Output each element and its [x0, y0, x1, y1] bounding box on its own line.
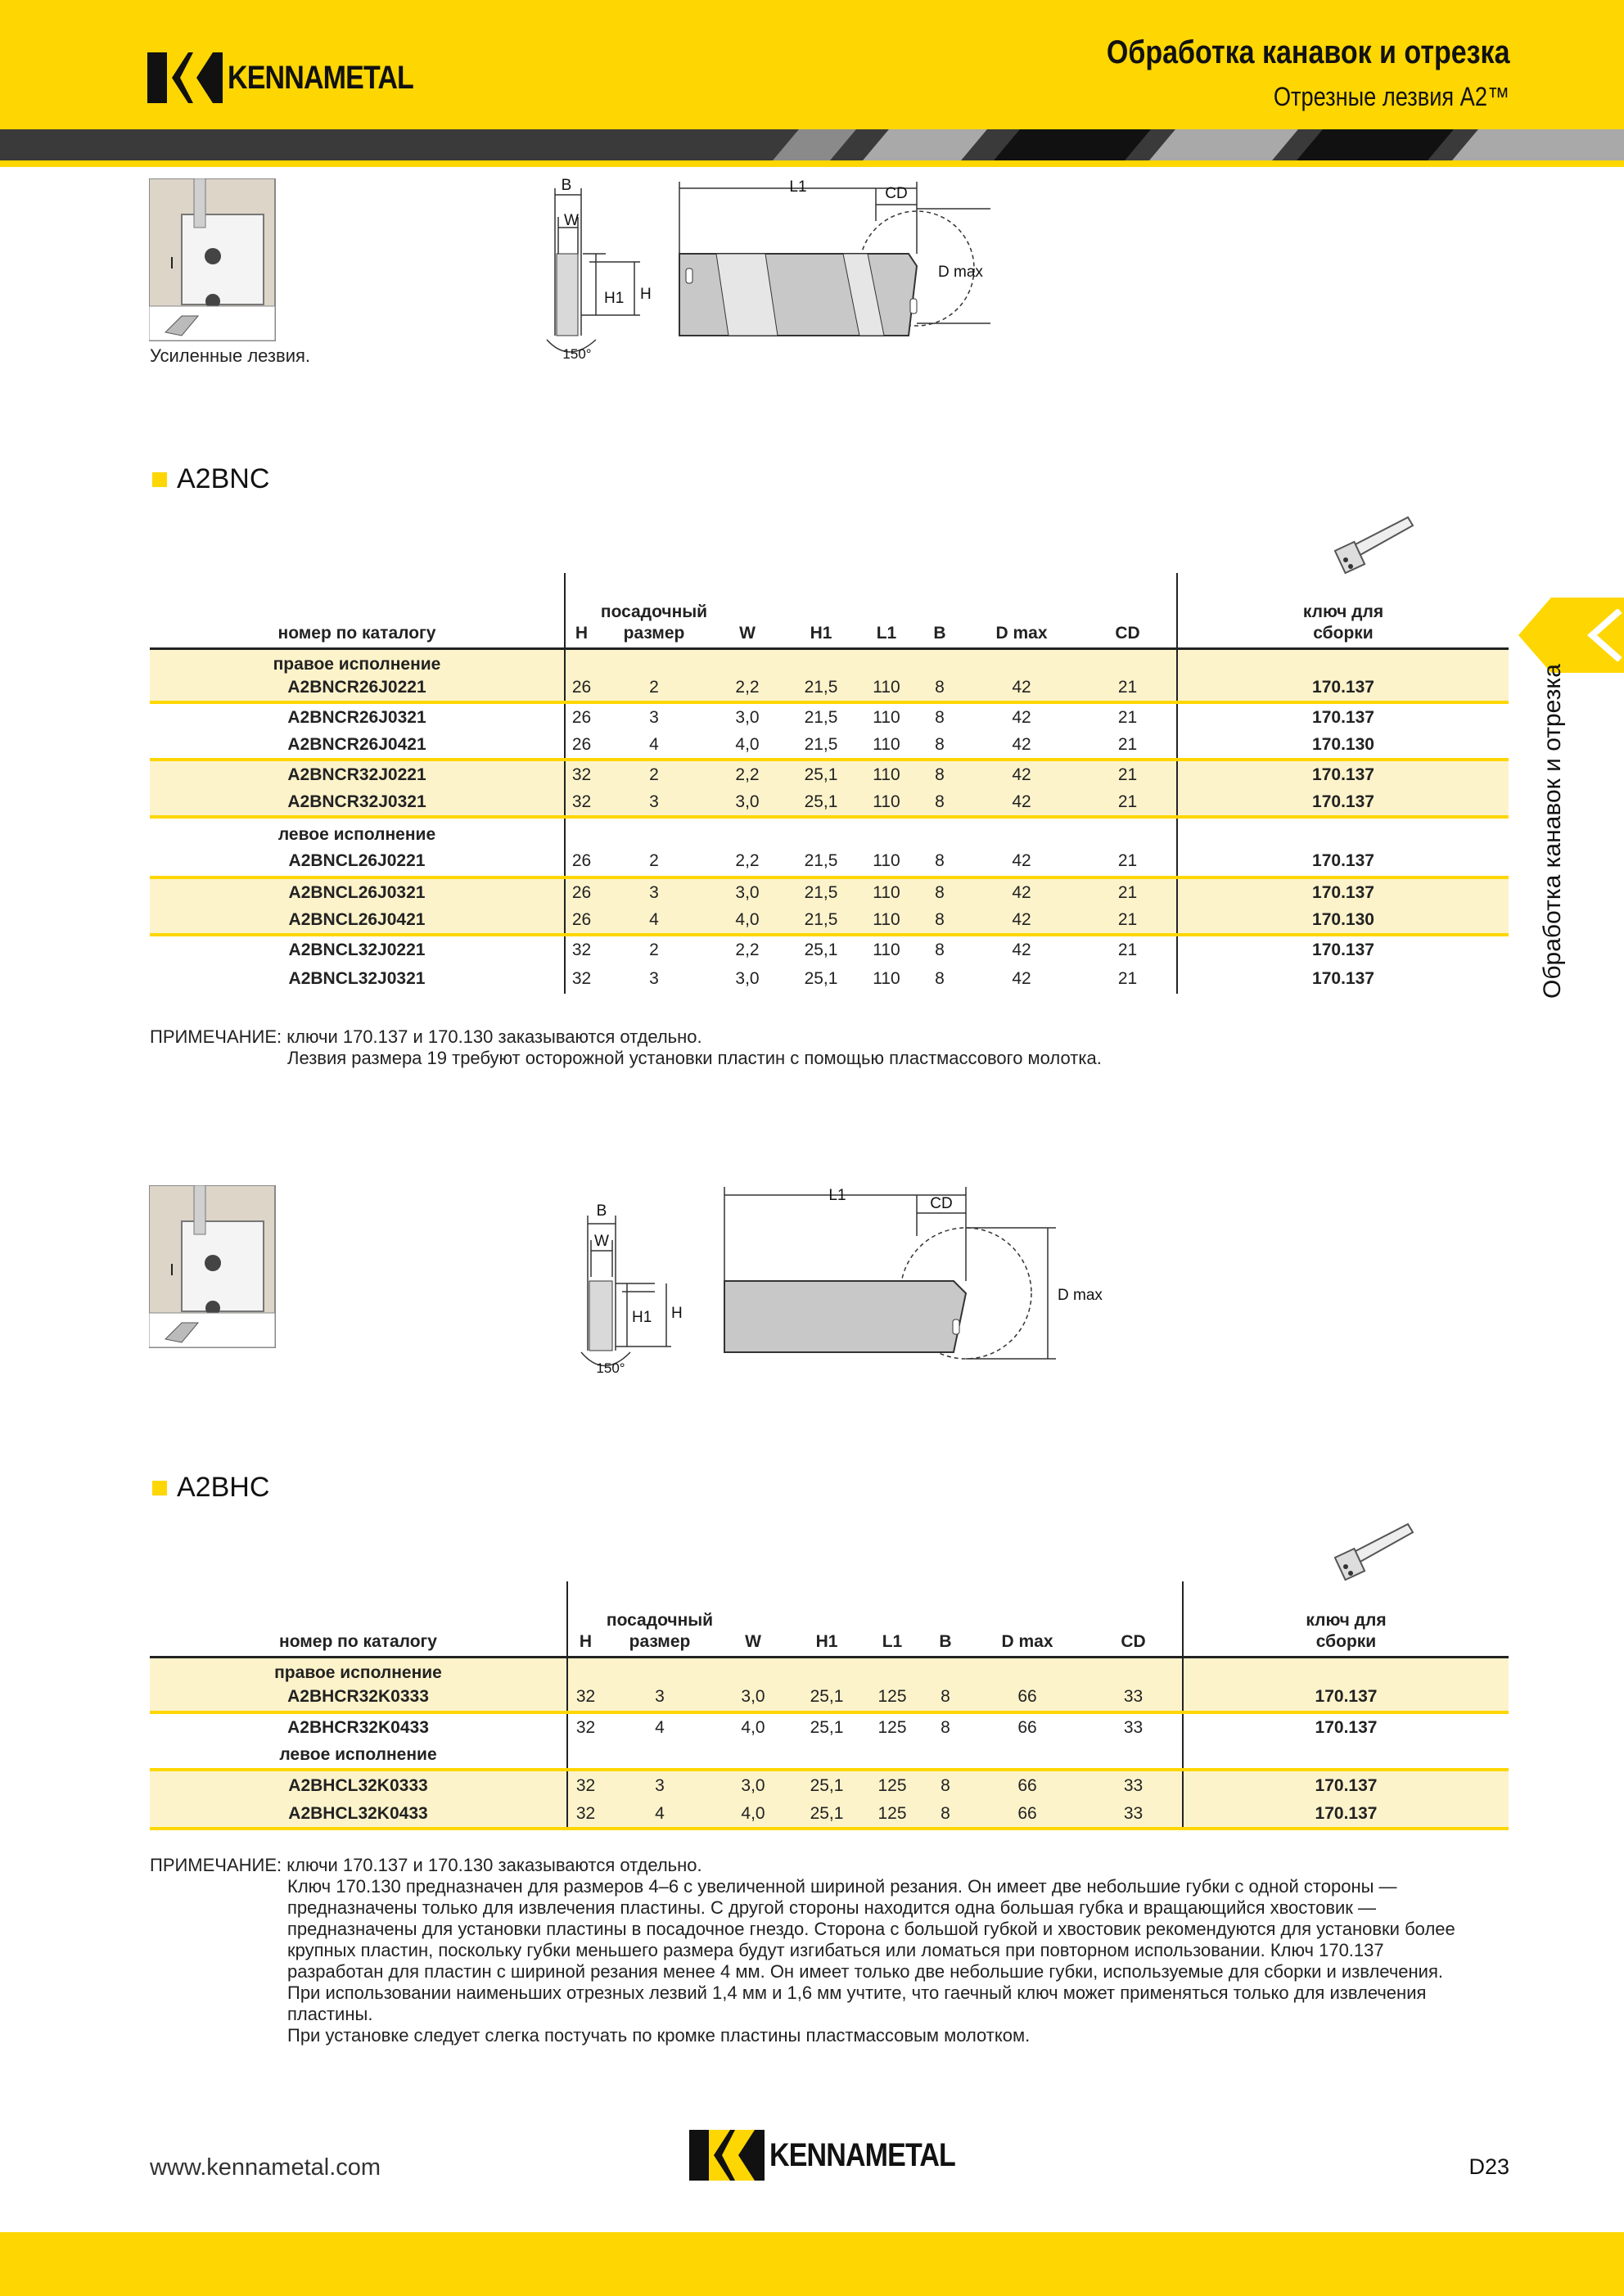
table-cell [567, 1657, 603, 1683]
table-cell: 42 [964, 760, 1079, 789]
table-row [150, 964, 1509, 994]
col-key: ключ для сборки [1177, 573, 1509, 648]
table-cell: 42 [964, 789, 1079, 817]
table-cell [716, 1657, 790, 1683]
col-catalog: номер по каталогу [150, 573, 565, 648]
table-cell: 66 [970, 1712, 1085, 1742]
table-cell: 42 [964, 935, 1079, 964]
table-cell: 110 [858, 789, 915, 817]
col-b: B [921, 1581, 970, 1657]
table-row [150, 1712, 1509, 1742]
table-cell: 170.137 [1183, 1770, 1509, 1801]
section-title-a2bnc: A2BNC [152, 463, 269, 495]
note-a2bhc: ПРИМЕЧАНИЕ: ключи 170.137 и 170.130 заказываются отдельно. Ключ 170.130 предназначен для размеров 4–6 с увеличенной шириной резания. Он имеет две небольшие губки с одной стороны — предназначены только для извлечения пластины. С другой стороны находится одна большая губка и вращающийся хвостовик — предназначены для установки пластины в посадочное гнездо. Сторона с большой губкой и хвостовик рекомендуются для установки более крупных пластин, поскольку губки меньшего размера будут изгибаться или ломаться при повторном использовании. Ключ 170.137 разработан для пластин с шириной резания менее 4 мм. Он имеет только две небольшие губки, используемые для сборки и извлечения. При использовании наименьших отрезных лезвий 1,4 мм и 1,6 мм учтите, что гаечный ключ может применяться только для извлечения пластины. При установке следует слегка постучать по кромке пластины пластмассовым молотком. [150, 1855, 1455, 2046]
table-cell: A2BNCR32J0321 [150, 789, 565, 817]
table-cell: A2BNCR32J0221 [150, 760, 565, 789]
table-cell: 110 [873, 968, 900, 988]
table-cell: 42 [964, 877, 1079, 907]
table-cell [603, 1657, 716, 1683]
table-cell: 110 [858, 877, 915, 907]
table-cell: 21,5 [784, 877, 858, 907]
table-cell: 21 [1079, 877, 1177, 907]
table-cell [915, 817, 964, 846]
table-cell: 2,2 [735, 850, 760, 870]
blade-dimension-diagram-1 [532, 172, 990, 372]
col-w: W [710, 573, 784, 648]
dim-label-l1: L1 [789, 178, 807, 196]
table-cell [1085, 1657, 1183, 1683]
table-cell: 2,2 [710, 674, 784, 702]
table-cell [710, 648, 784, 674]
table-cell: 42 [1012, 734, 1031, 754]
table-cell: 4,0 [716, 1801, 790, 1829]
table-cell: 4 [603, 1712, 716, 1742]
table-cell: 21 [1079, 702, 1177, 732]
table-cell: A2BNCR26J0221 [150, 674, 565, 702]
table-cell [598, 817, 710, 846]
table-cell: 21 [1079, 935, 1177, 964]
table-cell: 8 [935, 968, 945, 988]
table-cell: 8 [915, 760, 964, 789]
dim-label-cd: CD [930, 1195, 953, 1212]
table-cell: 8 [915, 702, 964, 732]
table-cell [858, 648, 915, 674]
dim-label-dmax: D max [1058, 1287, 1103, 1304]
table-cell: 110 [858, 760, 915, 789]
table-cell: 3 [598, 877, 710, 907]
table-cell: 170.137 [1177, 935, 1509, 964]
table-cell: A2BHCL32K0433 [150, 1801, 567, 1829]
table-cell: 25,1 [784, 935, 858, 964]
table-cell: 21 [1079, 964, 1177, 994]
table-cell: 26 [571, 734, 592, 754]
machine-photo-2 [149, 1185, 277, 1349]
col-seat: посадочный размер [603, 1581, 716, 1657]
table-cell [1079, 817, 1177, 846]
table-cell: A2BNCL32J0221 [150, 935, 565, 964]
table-cell: 8 [921, 1683, 970, 1712]
table-cell [1183, 1657, 1509, 1683]
table-cell: 8 [935, 734, 945, 754]
kennametal-logo [147, 52, 446, 103]
table-cell [790, 1657, 864, 1683]
diagram-caption: Усиленные лезвия. [150, 345, 311, 366]
table-cell: 3 [603, 1770, 716, 1801]
table-row [150, 1683, 1509, 1712]
table-cell [598, 648, 710, 674]
table-row [150, 674, 1509, 702]
table-cell [864, 1657, 921, 1683]
note-a2bnc: ПРИМЕЧАНИЕ: ключи 170.137 и 170.130 заказываются отдельно. Лезвия размера 19 требуют осторожной установки пластин с помощью пластмассового молотка. [150, 1026, 1102, 1068]
table-cell [784, 648, 858, 674]
table-cell: 4,0 [716, 1712, 790, 1742]
table-cell: 170.137 [1183, 1801, 1509, 1829]
table-cell: 26 [571, 850, 592, 870]
col-l1: L1 [858, 573, 915, 648]
table-cell: A2BNCL26J0321 [150, 877, 565, 907]
table-cell: 3 [598, 789, 710, 817]
table-cell: 66 [970, 1801, 1085, 1829]
table-cell: 170.137 [1177, 877, 1509, 907]
table-cell: A2BNCL26J0421 [150, 907, 565, 935]
table-cell: 3,0 [710, 877, 784, 907]
table-cell: 4 [603, 1801, 716, 1829]
table-cell [864, 1742, 921, 1770]
table-cell: 170.137 [1312, 850, 1374, 870]
table-header-row [150, 573, 1509, 648]
table-cell: 26 [565, 907, 598, 935]
section-marker [152, 1481, 167, 1495]
table-cell: 3,0 [710, 789, 784, 817]
table-cell: 3 [598, 702, 710, 732]
table-cell: 170.137 [1177, 702, 1509, 732]
table-cell: 110 [858, 935, 915, 964]
table-cell [1177, 648, 1509, 674]
table-cell: 2 [649, 850, 659, 870]
table-cell [858, 817, 915, 846]
table-cell [565, 817, 598, 846]
k-mark-icon [147, 52, 223, 103]
table-cell [964, 648, 1079, 674]
table-row [150, 789, 1509, 817]
dim-label-h1: H1 [604, 290, 625, 307]
footer-url[interactable]: www.kennametal.com [150, 2154, 381, 2181]
table-cell: 25,1 [790, 1770, 864, 1801]
col-cd: CD [1085, 1581, 1183, 1657]
col-h1: H1 [784, 573, 858, 648]
table-cell: 42 [964, 702, 1079, 732]
page-title: Обработка канавок и отрезка [1106, 34, 1509, 70]
dim-label-dmax: D max [938, 264, 983, 281]
table-cell: 2 [598, 760, 710, 789]
table-cell [790, 1742, 864, 1770]
table-cell: 170.137 [1177, 789, 1509, 817]
table-cell: 32 [565, 935, 598, 964]
col-b: B [915, 573, 964, 648]
spec-table-a2bnc [150, 573, 1509, 994]
dim-label-angle: 150° [562, 346, 592, 362]
table-cell: правое исполнение [150, 648, 565, 674]
header-underline [0, 160, 1624, 167]
table-cell: A2BHCL32K0333 [150, 1770, 567, 1801]
group-row-left [150, 1742, 1509, 1770]
table-cell: 3 [649, 968, 659, 988]
table-cell: 170.137 [1183, 1683, 1509, 1712]
table-cell: 26 [565, 674, 598, 702]
page-subtitle: Отрезные лезвия A2™ [1273, 82, 1509, 111]
dim-label-cd: CD [885, 185, 908, 202]
table-cell: 4 [649, 734, 659, 754]
table-cell: 2,2 [710, 760, 784, 789]
table-cell: 26 [565, 877, 598, 907]
table-cell: 110 [858, 674, 915, 702]
table-cell: A2BNCR26J0321 [150, 702, 565, 732]
table-cell [921, 1657, 970, 1683]
table-cell: A2BHCR32K0333 [150, 1683, 567, 1712]
table-cell: 170.130 [1177, 907, 1509, 935]
table-cell: 32 [565, 789, 598, 817]
table-cell: 21,5 [804, 734, 838, 754]
table-cell: 21,5 [784, 907, 858, 935]
table-cell: 32 [567, 1801, 603, 1829]
table-cell: 21 [1079, 907, 1177, 935]
table-cell: 8 [915, 907, 964, 935]
table-cell: 8 [935, 850, 945, 870]
table-cell: 3,0 [710, 702, 784, 732]
table-row [150, 702, 1509, 732]
table-cell [921, 1742, 970, 1770]
table-cell: 25,1 [784, 789, 858, 817]
table-cell [603, 1742, 716, 1770]
table-row [150, 907, 1509, 935]
table-cell: 25,1 [784, 760, 858, 789]
table-row [150, 846, 1509, 877]
table-cell [970, 1657, 1085, 1683]
table-cell: 25,1 [790, 1712, 864, 1742]
col-catalog: номер по каталогу [150, 1581, 567, 1657]
k-mark-icon [689, 2130, 765, 2181]
table-cell: 4 [598, 907, 710, 935]
group-row-left [150, 817, 1509, 846]
table-cell: 21 [1079, 732, 1177, 760]
section-marker [152, 472, 167, 487]
col-w: W [716, 1581, 790, 1657]
table-cell: 125 [864, 1712, 921, 1742]
brand-wordmark: KENNAMETAL [228, 59, 413, 96]
table-header-row [150, 1581, 1509, 1657]
table-cell: 8 [915, 935, 964, 964]
wrench-key-icon [1334, 1521, 1416, 1583]
table-cell: 170.137 [1177, 760, 1509, 789]
table-cell: 8 [921, 1770, 970, 1801]
table-cell: 42 [1012, 968, 1031, 988]
table-cell: 2 [598, 935, 710, 964]
table-cell: A2BNCR26J0421 [150, 732, 565, 760]
table-cell: 3,0 [735, 968, 760, 988]
table-row [150, 732, 1509, 760]
table-row [150, 760, 1509, 789]
table-cell: левое исполнение [150, 1742, 567, 1770]
table-row [150, 935, 1509, 964]
table-cell: 32 [567, 1683, 603, 1712]
footer-logo [689, 2130, 988, 2181]
table-cell: 8 [921, 1801, 970, 1829]
table-cell [710, 817, 784, 846]
table-cell: 8 [921, 1712, 970, 1742]
table-row [150, 1801, 1509, 1829]
table-row [150, 1770, 1509, 1801]
brand-wordmark: KENNAMETAL [769, 2136, 955, 2173]
table-cell: 32 [567, 1712, 603, 1742]
group-row-right [150, 1657, 1509, 1683]
machine-photo-1 [149, 178, 277, 342]
table-cell: 2,2 [710, 935, 784, 964]
table-cell: A2BNCL32J0321 [150, 964, 565, 994]
col-h: H [565, 573, 598, 648]
table-cell: A2BHCR32K0433 [150, 1712, 567, 1742]
table-cell [970, 1742, 1085, 1770]
table-cell: 25,1 [790, 1683, 864, 1712]
table-cell: 66 [970, 1770, 1085, 1801]
col-h1: H1 [790, 1581, 864, 1657]
table-cell: 8 [915, 674, 964, 702]
table-cell: 21 [1079, 760, 1177, 789]
table-cell: 26 [565, 702, 598, 732]
table-cell: 110 [873, 734, 900, 754]
table-cell: A2BNCL26J0221 [150, 846, 565, 877]
dim-label-b: B [596, 1202, 607, 1220]
table-cell: 42 [964, 674, 1079, 702]
table-cell: 33 [1085, 1770, 1183, 1801]
col-cd: CD [1079, 573, 1177, 648]
table-cell: 21 [1079, 789, 1177, 817]
section-title-a2bhc: A2BHC [152, 1472, 269, 1504]
table-cell: 110 [873, 850, 900, 870]
table-cell: 25,1 [804, 968, 838, 988]
table-cell: 32 [567, 1770, 603, 1801]
col-dmax: D max [970, 1581, 1085, 1657]
table-cell [1177, 817, 1509, 846]
dim-label-l1: L1 [828, 1187, 846, 1204]
table-cell: 8 [915, 789, 964, 817]
table-cell: 21,5 [784, 674, 858, 702]
table-cell: 42 [1012, 850, 1031, 870]
table-cell: 21 [1079, 674, 1177, 702]
section-tab [1518, 598, 1624, 673]
col-seat: посадочный размер [598, 573, 710, 648]
table-cell: 33 [1085, 1683, 1183, 1712]
table-cell: 170.137 [1177, 674, 1509, 702]
page-header [0, 0, 1624, 129]
dim-label-h1: H1 [632, 1309, 652, 1326]
table-cell [1183, 1742, 1509, 1770]
page-number: D23 [1468, 2154, 1509, 2179]
col-l1: L1 [864, 1581, 921, 1657]
dim-label-w: W [564, 212, 579, 229]
dim-label-b: B [561, 177, 572, 194]
table-cell: 21 [1079, 846, 1177, 877]
header-stripes [0, 129, 1624, 160]
spec-table-a2bhc [150, 1581, 1509, 1830]
blade-dimension-diagram-2 [565, 1179, 1105, 1392]
table-cell: 21,5 [804, 850, 838, 870]
col-h: H [567, 1581, 603, 1657]
table-cell: 125 [864, 1683, 921, 1712]
dim-label-h: H [640, 286, 652, 303]
table-cell: 3,0 [716, 1770, 790, 1801]
table-cell: 110 [858, 702, 915, 732]
table-cell [565, 648, 598, 674]
table-cell: левое исполнение [150, 817, 565, 846]
table-cell: 66 [970, 1683, 1085, 1712]
table-cell: 3 [603, 1683, 716, 1712]
table-cell [567, 1742, 603, 1770]
table-cell: 4,0 [710, 907, 784, 935]
table-cell: 42 [964, 907, 1079, 935]
table-cell: 125 [864, 1801, 921, 1829]
table-cell: 33 [1085, 1712, 1183, 1742]
table-cell [915, 648, 964, 674]
dim-label-h: H [671, 1305, 683, 1322]
table-cell: 32 [565, 760, 598, 789]
table-cell: правое исполнение [150, 1657, 567, 1683]
table-cell: 32 [571, 968, 592, 988]
table-cell: 170.130 [1312, 734, 1374, 754]
col-dmax: D max [964, 573, 1079, 648]
footer-bar [0, 2232, 1624, 2296]
table-cell [964, 817, 1079, 846]
table-cell [1079, 648, 1177, 674]
table-cell: 170.137 [1183, 1712, 1509, 1742]
table-cell [784, 817, 858, 846]
table-cell: 170.137 [1312, 968, 1374, 988]
table-row [150, 877, 1509, 907]
table-cell: 125 [864, 1770, 921, 1801]
table-cell: 25,1 [790, 1801, 864, 1829]
table-cell [1085, 1742, 1183, 1770]
col-key: ключ для сборки [1183, 1581, 1509, 1657]
chevron-left-icon [1577, 609, 1624, 661]
table-cell [716, 1742, 790, 1770]
table-cell: 110 [858, 907, 915, 935]
table-cell: 2 [598, 674, 710, 702]
table-cell: 8 [915, 877, 964, 907]
side-tab-text: Обработка канавок и отрезка [1539, 664, 1566, 999]
dim-label-w: W [594, 1233, 609, 1250]
table-cell: 4,0 [735, 734, 760, 754]
group-row-right [150, 648, 1509, 674]
dim-label-angle: 150° [596, 1360, 625, 1376]
table-cell: 3,0 [716, 1683, 790, 1712]
wrench-key-icon [1334, 514, 1416, 576]
table-cell: 21,5 [784, 702, 858, 732]
table-cell: 33 [1085, 1801, 1183, 1829]
